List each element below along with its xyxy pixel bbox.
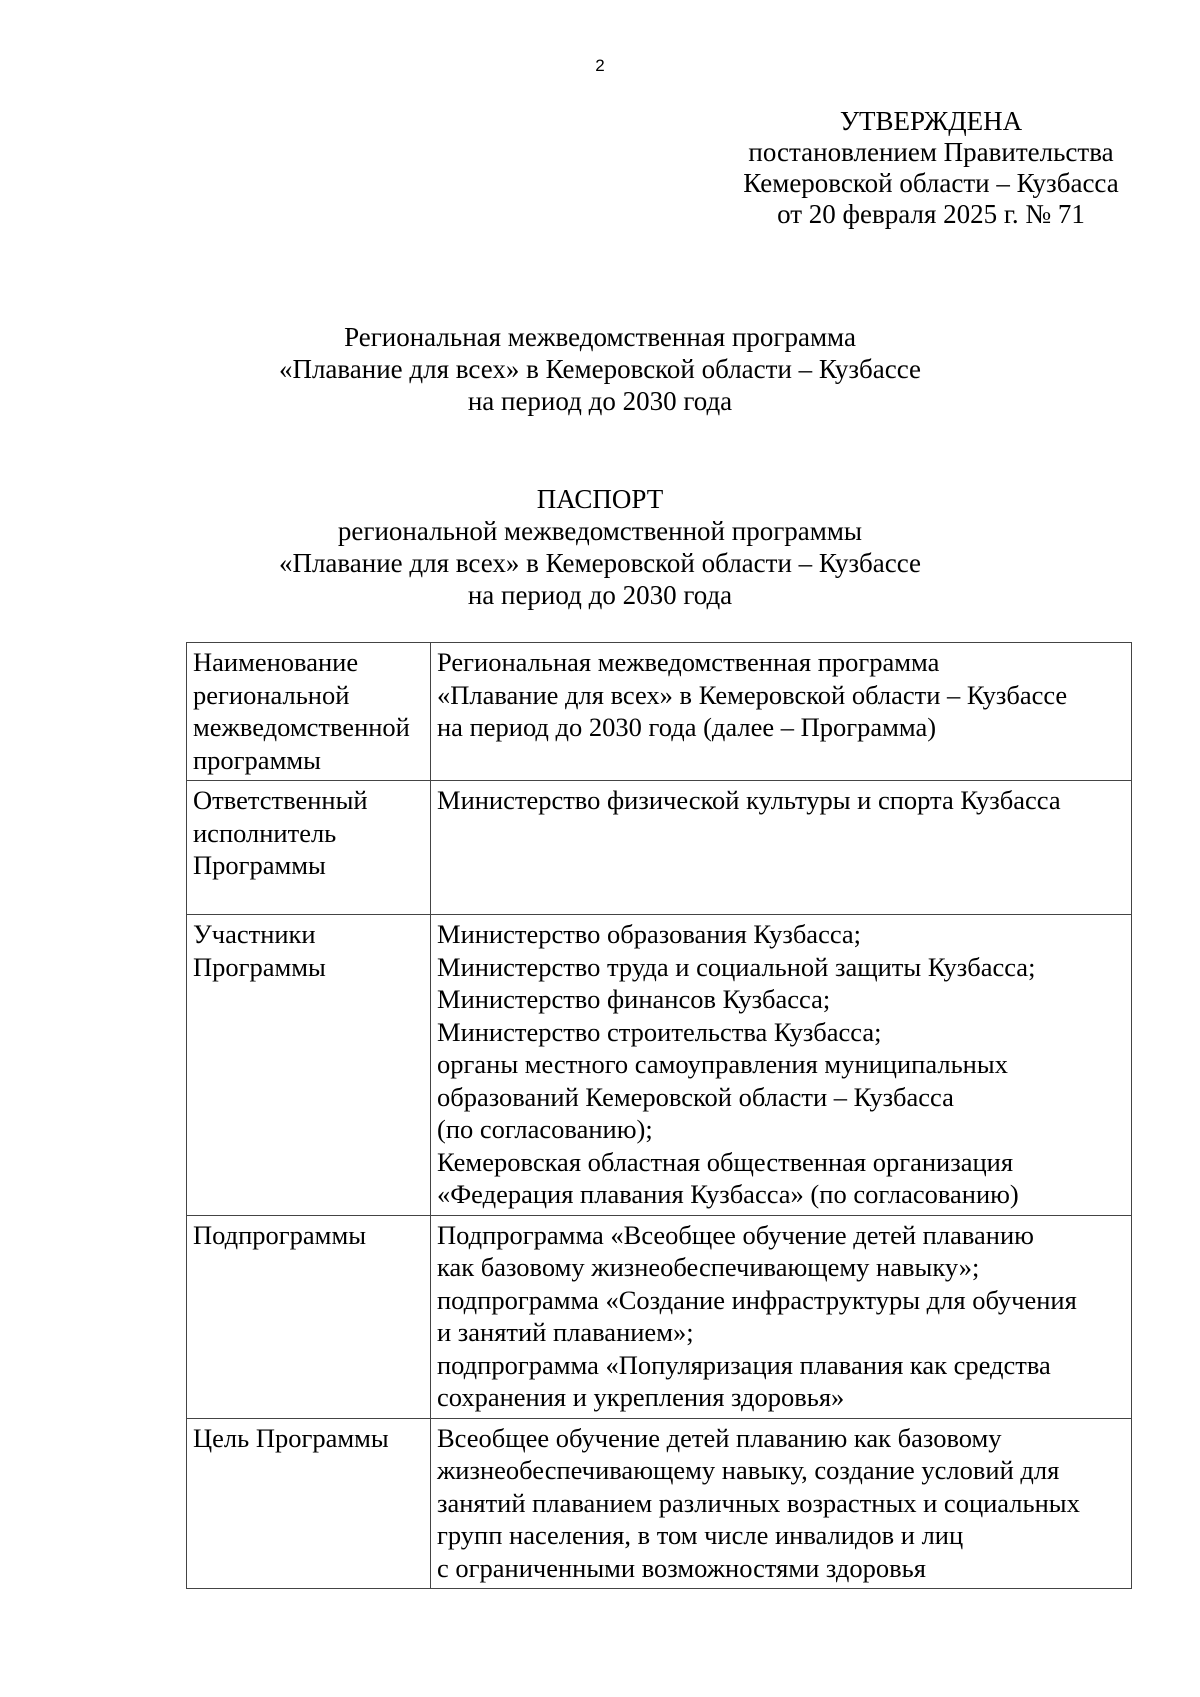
row-label <box>187 1418 431 1589</box>
program-title <box>0 321 1200 417</box>
row-value-line: подпрограмма «Популяризация плавания как средства <box>437 1349 1051 1380</box>
row-value-line: групп населения, в том числе инвалидов и лиц <box>437 1520 964 1550</box>
row-value <box>431 643 1132 781</box>
approval-line: Кемеровской области – Кузбасса <box>743 168 1119 198</box>
row-label-line: Ответственный <box>193 785 368 815</box>
row-label-line: межведомственной <box>193 712 410 742</box>
program-title-line: Региональная межведомственная программа <box>344 322 856 352</box>
table-row-responsible-executor <box>187 781 1132 915</box>
row-value-line: жизнеобеспечивающему навыку, создание условий для <box>437 1455 1060 1485</box>
row-value-line: Министерство физической культуры и спорта Кузбасса <box>437 785 1061 815</box>
row-value-line: Министерство строительства Кузбасса; <box>437 1016 882 1047</box>
row-label <box>187 781 431 915</box>
row-label-line: Цель Программы <box>193 1422 389 1453</box>
passport-title: ПАСПОРТ <box>536 484 664 514</box>
passport-subtitle-line: региональной межведомственной программы <box>337 516 863 546</box>
page-number: 2 <box>595 56 605 75</box>
table-row-program-goal <box>187 1418 1132 1589</box>
row-label <box>187 1215 431 1418</box>
row-label-line: программы <box>193 744 321 775</box>
approval-line: постановлением Правительства <box>748 137 1114 167</box>
table-row-participants <box>187 915 1132 1216</box>
row-value-line: и занятий плаванием»; <box>437 1317 694 1347</box>
row-label-line: Наименование <box>193 647 359 677</box>
row-value-line: с ограниченными возможностями здоровья <box>437 1552 926 1583</box>
row-label-line: Программы <box>193 951 326 982</box>
row-value-line: Кемеровская областная общественная организация <box>437 1146 1014 1177</box>
row-value <box>431 781 1132 915</box>
table-row-program-name <box>187 643 1132 781</box>
row-value <box>431 915 1132 1216</box>
row-label-line: Подпрограммы <box>193 1219 367 1250</box>
passport-heading <box>0 483 1200 611</box>
row-value-line: сохранения и укрепления здоровья» <box>437 1382 845 1412</box>
row-value-line: как базовому жизнеобеспечивающему навыку»; <box>437 1252 980 1282</box>
row-value <box>431 1418 1132 1589</box>
row-value-line: занятий плаванием различных возрастных и социальных <box>437 1487 1080 1518</box>
approval-date-line: от 20 февраля 2025 г. № 71 <box>777 199 1085 229</box>
row-label-line: Программы <box>193 850 326 880</box>
program-title-line: на период до 2030 года <box>467 386 733 416</box>
row-value-line: Подпрограмма «Всеобщее обучение детей плаванию <box>437 1219 1034 1250</box>
row-value-line: органы местного самоуправления муниципальных <box>437 1049 1008 1079</box>
approval-stamp <box>736 106 1126 230</box>
row-value-line: Региональная межведомственная программа <box>437 647 940 677</box>
row-value-line: (по согласованию); <box>437 1114 653 1144</box>
row-label <box>187 915 431 1216</box>
table-row-subprograms <box>187 1215 1132 1418</box>
row-value-line: Министерство финансов Кузбасса; <box>437 984 831 1014</box>
approval-title: УТВЕРЖДЕНА <box>839 106 1023 136</box>
row-label <box>187 643 431 781</box>
passport-subtitle-line: «Плавание для всех» в Кемеровской области – Кузбассе <box>278 548 922 578</box>
row-value-line: Министерство труда и социальной защиты Кузбасса; <box>437 951 1036 982</box>
row-value-line: Министерство образования Кузбасса; <box>437 919 862 949</box>
row-value-line: Всеобщее обучение детей плаванию как базовому <box>437 1422 1002 1453</box>
row-value-line: образований Кемеровской области – Кузбасса <box>437 1081 954 1112</box>
row-label-line: Участники <box>193 919 316 949</box>
row-label-line: исполнитель <box>193 817 337 848</box>
passport-subtitle-line: на период до 2030 года <box>467 580 733 610</box>
row-value <box>431 1215 1132 1418</box>
row-value-line: «Плавание для всех» в Кемеровской области – Кузбассе <box>437 679 1068 710</box>
program-title-line: «Плавание для всех» в Кемеровской области – Кузбассе <box>278 354 922 384</box>
row-value-line: подпрограмма «Создание инфраструктуры для обучения <box>437 1284 1077 1315</box>
row-value-line: на период до 2030 года (далее – Программа) <box>437 712 937 742</box>
passport-table <box>186 642 1132 1589</box>
row-label-line: региональной <box>193 679 350 710</box>
row-value-line: «Федерация плавания Кузбасса» (по согласованию) <box>437 1179 1019 1209</box>
